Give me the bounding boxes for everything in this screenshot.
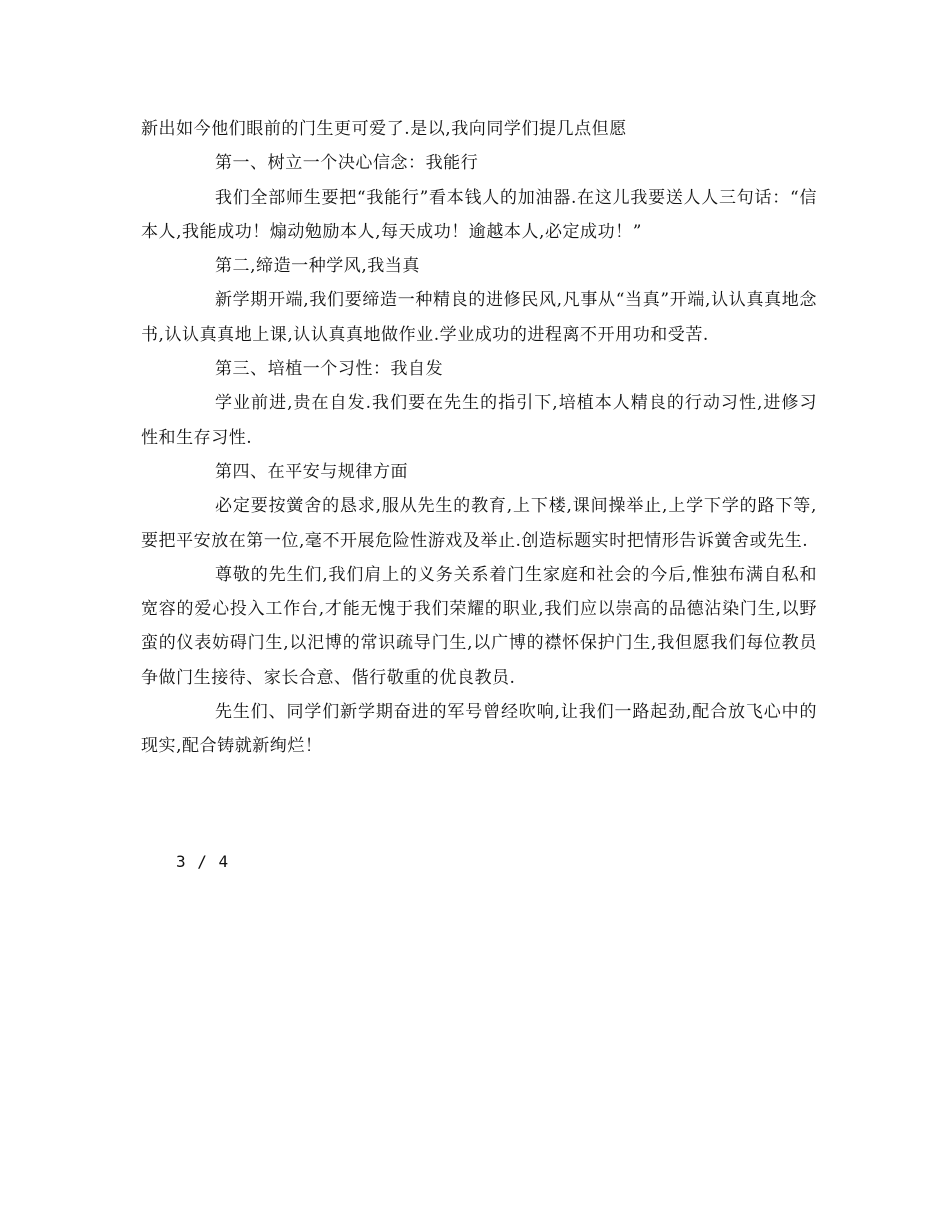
paragraph-point-four: 必定要按黉舍的恳求,服从先生的教育,上下楼,课间操举止,上学下学的路下等,要把平安放在第一位,毫不开展危险性游戏及举止.创造标题实时把情形告诉黉舍或先生. bbox=[141, 496, 817, 551]
paragraph-continuation: 新出如今他们眼前的门生更可爱了.是以,我向同学们提几点但愿 bbox=[141, 119, 627, 139]
paragraph-closing: 先生们、同学们新学期奋进的军号曾经吹响,让我们一路起劲,配合放飞心中的现实,配合铸就新绚烂！ bbox=[141, 702, 817, 757]
paragraph-teachers: 尊敬的先生们,我们肩上的义务关系着门生家庭和社会的今后,惟独布满自私和宽容的爱心投入工作台,才能无愧于我们荣耀的职业,我们应以崇高的品德沾染门生,以野蛮的仪表妨碍门生,以汜博的常识疏导门生,以广博的襟怀保护门生,我但愿我们每位教员争做门生接待、家长合意、偕行敬重的优良教员. bbox=[141, 564, 817, 688]
paragraph-point-two: 新学期开端,我们要缔造一种精良的进修民风,凡事从“当真”开端,认认真真地念书,认认真真地上课,认认真真地做作业.学业成功的进程离不开用功和受苦. bbox=[141, 290, 817, 345]
heading-point-three: 第三、培植一个习性：我自发 bbox=[215, 359, 444, 380]
heading-point-one: 第一、树立一个决心信念：我能行 bbox=[215, 153, 479, 174]
document-body bbox=[141, 112, 817, 764]
paragraph-point-three: 学业前进,贵在自发.我们要在先生的指引下,培植本人精良的行动习性,进修习性和生存习性. bbox=[141, 393, 817, 448]
page-number: 3 / 4 bbox=[176, 852, 230, 871]
paragraph-point-one: 我们全部师生要把“我能行”看本钱人的加油器.在这儿我要送人人三句话：“信本人,我能成功！煽动勉励本人,每天成功！逾越本人,必定成功！” bbox=[141, 187, 817, 242]
heading-point-two: 第二,缔造一种学风,我当真 bbox=[215, 256, 420, 277]
heading-point-four: 第四、在平安与规律方面 bbox=[215, 461, 409, 482]
